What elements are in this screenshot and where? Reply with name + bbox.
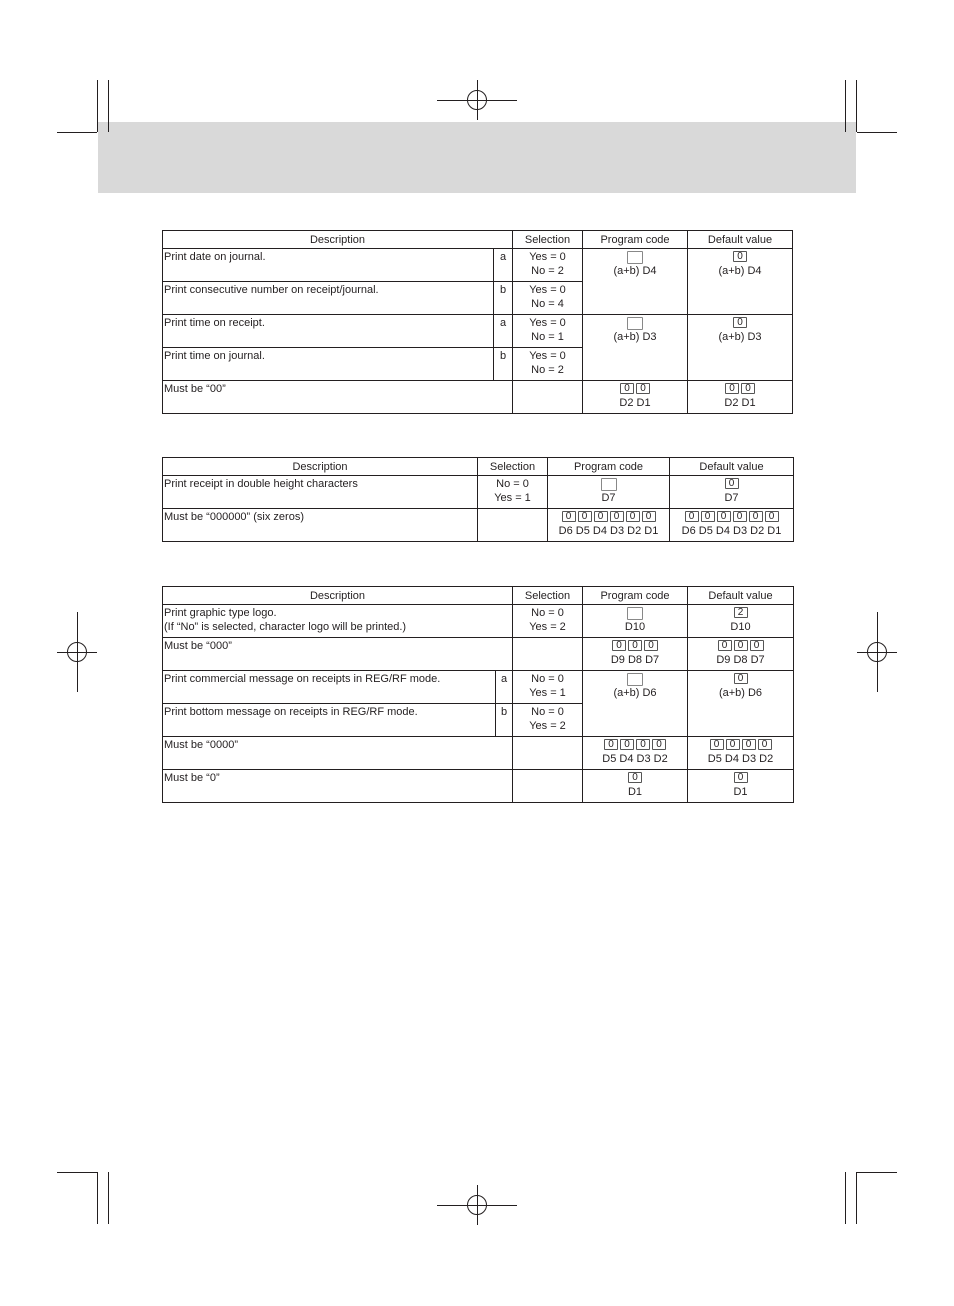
table-row: [163, 509, 794, 542]
row-selection: [513, 381, 583, 414]
input-box: [627, 673, 643, 686]
row-description: Must be “0000”: [163, 737, 513, 770]
default-value-cell: 0 (a+b) D6: [688, 671, 794, 737]
row-selection: [513, 770, 583, 803]
key-box: 0: [578, 511, 592, 522]
header-band: [98, 122, 856, 193]
row-description: Print consecutive number on receipt/journal.: [163, 282, 494, 315]
row-description: Print commercial message on receipts in REG/RF mode.: [163, 671, 496, 704]
key-box: 0: [725, 478, 739, 489]
print-options-table-1: [162, 230, 793, 414]
table-row: [163, 476, 794, 509]
key-box: 0: [685, 511, 699, 522]
program-code-cell: 0 0 0 0 0 0 D6 D5 D4 D3 D2 D1: [548, 509, 670, 542]
key-box: 0: [734, 772, 748, 783]
key-box: 0: [734, 640, 748, 651]
key-box: 0: [652, 739, 666, 750]
row-selection: [513, 638, 583, 671]
key-box: 0: [733, 251, 747, 262]
key-box: 0: [620, 739, 634, 750]
key-box: 0: [742, 739, 756, 750]
row-selection: [478, 509, 548, 542]
print-options-table-3: [162, 586, 794, 803]
table-row: [163, 737, 794, 770]
key-box: 0: [701, 511, 715, 522]
key-box: 0: [636, 739, 650, 750]
table-row: [163, 605, 794, 638]
header-program-code: Program code: [583, 231, 688, 249]
key-box: 0: [594, 511, 608, 522]
default-value-cell: 0 0 0 D9 D8 D7: [688, 638, 794, 671]
header-default-value: Default value: [688, 587, 794, 605]
default-value-cell: 0 D1: [688, 770, 794, 803]
key-box: 0: [628, 772, 642, 783]
header-selection: Selection: [513, 587, 583, 605]
row-selection: Yes = 0 No = 2: [513, 348, 583, 381]
table-row: [163, 381, 793, 414]
key-box: 0: [758, 739, 772, 750]
input-box: [627, 317, 643, 330]
input-box: [627, 607, 643, 620]
header-row: [163, 587, 794, 605]
row-selection: No = 0 Yes = 2: [513, 704, 583, 737]
key-box: 0: [628, 640, 642, 651]
default-value-cell: 0 D7: [670, 476, 794, 509]
row-description: Print time on receipt.: [163, 315, 494, 348]
row-sub-label: a: [494, 249, 513, 282]
row-description: Must be “000”: [163, 638, 513, 671]
row-description: Must be “000000” (six zeros): [163, 509, 478, 542]
program-code-cell: D7: [548, 476, 670, 509]
key-box: 0: [717, 511, 731, 522]
row-sub-label: b: [496, 704, 513, 737]
row-selection: [513, 737, 583, 770]
print-options-table-2: [162, 457, 794, 542]
default-value-cell: 0 (a+b) D3: [688, 315, 793, 381]
row-selection: Yes = 0 No = 2: [513, 249, 583, 282]
row-description: Print date on journal.: [163, 249, 494, 282]
header-program-code: Program code: [583, 587, 688, 605]
row-sub-label: b: [494, 348, 513, 381]
key-box: 0: [718, 640, 732, 651]
key-box: 2: [734, 607, 748, 618]
key-box: 0: [741, 383, 755, 394]
row-description: Print graphic type logo. (If “No” is selected, character logo will be printed.): [163, 605, 513, 638]
row-description: Must be “0”: [163, 770, 513, 803]
key-box: 0: [626, 511, 640, 522]
row-selection: No = 0 Yes = 1: [513, 671, 583, 704]
header-description: Description: [163, 231, 513, 249]
table-row: [163, 638, 794, 671]
program-code-cell: 0 0 0 0 D5 D4 D3 D2: [583, 737, 688, 770]
row-sub-label: b: [494, 282, 513, 315]
program-code-cell: 0 0 0 D9 D8 D7: [583, 638, 688, 671]
key-box: 0: [562, 511, 576, 522]
key-box: 0: [725, 383, 739, 394]
key-box: 0: [733, 317, 747, 328]
default-value-cell: 2 D10: [688, 605, 794, 638]
default-value-cell: 0 0 0 0 0 0 D6 D5 D4 D3 D2 D1: [670, 509, 794, 542]
key-box: 0: [620, 383, 634, 394]
row-description: Must be “00”: [163, 381, 513, 414]
header-row: [163, 231, 793, 249]
program-code-cell: D10: [583, 605, 688, 638]
default-value-cell: 0 (a+b) D4: [688, 249, 793, 315]
header-row: [163, 458, 794, 476]
table-row: [163, 770, 794, 803]
row-description: Print receipt in double height characters: [163, 476, 478, 509]
input-box: [627, 251, 643, 264]
input-box: [601, 478, 617, 491]
row-sub-label: a: [494, 315, 513, 348]
default-value-cell: 0 0 D2 D1: [688, 381, 793, 414]
header-description: Description: [163, 458, 478, 476]
key-box: 0: [610, 511, 624, 522]
key-box: 0: [710, 739, 724, 750]
key-box: 0: [749, 511, 763, 522]
key-box: 0: [750, 640, 764, 651]
program-code-cell: 0 D1: [583, 770, 688, 803]
key-box: 0: [642, 511, 656, 522]
program-code-cell: 0 0 D2 D1: [583, 381, 688, 414]
key-box: 0: [636, 383, 650, 394]
header-default-value: Default value: [688, 231, 793, 249]
row-description: Print bottom message on receipts in REG/RF mode.: [163, 704, 496, 737]
row-selection: Yes = 0 No = 1: [513, 315, 583, 348]
key-box: 0: [612, 640, 626, 651]
row-selection: Yes = 0 No = 4: [513, 282, 583, 315]
key-box: 0: [733, 511, 747, 522]
header-selection: Selection: [478, 458, 548, 476]
header-program-code: Program code: [548, 458, 670, 476]
header-description: Description: [163, 587, 513, 605]
row-sub-label: a: [496, 671, 513, 704]
table-row: [163, 671, 794, 704]
program-code-cell: (a+b) D4: [583, 249, 688, 315]
program-code-cell: (a+b) D6: [583, 671, 688, 737]
key-box: 0: [734, 673, 748, 684]
header-selection: Selection: [513, 231, 583, 249]
table-row: [163, 315, 793, 348]
row-description: Print time on journal.: [163, 348, 494, 381]
default-value-cell: 0 0 0 0 D5 D4 D3 D2: [688, 737, 794, 770]
key-box: 0: [765, 511, 779, 522]
header-default-value: Default value: [670, 458, 794, 476]
program-code-cell: (a+b) D3: [583, 315, 688, 381]
row-selection: No = 0 Yes = 2: [513, 605, 583, 638]
key-box: 0: [604, 739, 618, 750]
key-box: 0: [644, 640, 658, 651]
key-box: 0: [726, 739, 740, 750]
table-row: [163, 249, 793, 282]
row-selection: No = 0 Yes = 1: [478, 476, 548, 509]
